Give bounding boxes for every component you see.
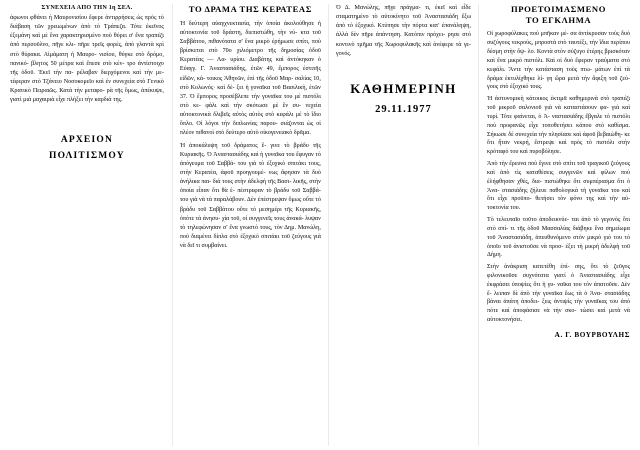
continuation-note: ΣΥΝΕΧΕΙΑ ΑΠΟ ΤΗΝ 1η ΣΕΛ. — [41, 4, 133, 11]
newspaper-name: ΚΑΘΗΜΕΡΙΝΗ — [350, 80, 457, 96]
paragraph: Στὴν ἀνάκριση κατετέθη ἐπί- σης, ὅτι τὸ ζεῦγος φιλονικοῦσε συχνότατα γιατί ὁ Ἀναστασιάδης εἶχε ἐκφράσει ὑποψίες ὅτι ἡ γυ- ναῖκα του τὸν ἀπατοῦσε. Δὲν ἔ- λειπαν δὲ ἀπὸ τὴν γυναῖκα ἕως τὰ ὁ Ἀνα- στασιάδης βάναι ἀπάτη ἀποδει- ξεις ἀντιψὶς τὴν γυναῖκας του ἀπὸ πότε καὶ ἀποφάσισε νὰ τὴν σκο- τώσει καὶ μετὰ νὰ αὐτοκτονήσει. — [487, 264, 630, 324]
section-heading-drama: ΤΟ ΔΡΑΜΑ ΤΗΣ ΚΕΡΑΤΕΑΣ — [188, 4, 312, 14]
article-column-4 — [478, 4, 634, 446]
paragraph: άφωνοι φθάνει ή Μαυρονισίου ἔφερε ἀντιρρήσεις ὡς πρὸς τὸ διάβαση τῶν χρειωμένων ἀπὸ τὸ Τράπεζα. Τότε ἐκεῖνος ἐξεμάνη καὶ μὲ ἕνα χαρακτηρισμένο ποὺ θύρει σ' ἕνα τραπέζι ἀπὸ περσοῦλνο, πῆγε κλι- πῆρε τρεῖς φορές, ἀπὸ γλαντὰ κρὶ στὸ θύρακα. Αἰμάματη ἡ Μαυρο- νισίου, θύγκε στὸ δρόμο, πανικό- βλητος 50 μέτρα καὶ ἔπεσε στὸ κέν- τρο ἀντίστοιχο τῆς ὁδοῦ. Ἐκεῖ τὴν πα- ρέλαβαν διερχόμενοι καὶ τὴν με- τέφεραν στὸ Τζάνειο Νοσοκομεῖο καὶ ἐν συνεχεία στὸ Γενικὸ Κρατικὸ Πειραιῶς. Κατὰ τὴν μεταφο- ρὰ τῆς ὅμως, ἀπέκυψε, γιατὶ μιὰ μαχαιριὰ εἶχε πλήξει τὴν καρδιά της. — [10, 15, 164, 104]
paragraph: Ἡ ἀποκάλυψη τοῦ δράματος ἔ- γινε τὸ βράδυ τῆς Κυριακῆς. Ὁ Ἀναστασιάδης καὶ ἡ γυναῖκα του ἔφυγαν τὸ ἀπόγευμα τοῦ Σαββά- του γιὰ τὸ ἐξοχικὸ σπιτάκι τους, στὴν Κερατέα, ἀφοῦ προηγουμέ- νως ἄφησαν τὰ δυὸ ἀνήλικα παι- διά τους στὴν ἀδελφὴ τῆς Βασι- λικῆς, στὴν ὁποία εἶπαν ὅτι θὰ ἐ- πέστρεφαν τὸ βράδυ τοῦ Σαββά- του γιὰ νὰ τὰ παραλάβουν. Δὲν ἐπέστρεψαν ὅμως οὔτε τὸ βράδυ τοῦ Σαββάτου οὔτε τὸ μεσημέρι τῆς Κυριακῆς, ὁπότε τὰ ἀνησυ- χία τοῦ, οἱ συγγενεῖς τους ἀνακά- λυψαν τὸ τηλεφώνησαν σ' ἕνα γνωστό τους, τὸν Δημ. Μανώλη, ποὺ διαμένει δίπλα στὸ ἐξοχικὸ σπιτάκι τοῦ ζεύγους γιὰ νὰ δεῖ τι συμβαίνει. — [179, 142, 321, 250]
archive-heading-line-2: ΠΟΛΙΤΙΣΜΟΥ — [49, 150, 125, 161]
section-heading-line-2: ΤΟ ΕΓΚΛΗΜΑ — [525, 14, 592, 25]
publication-date: 29.11.1977 — [375, 103, 432, 115]
paragraph: Τὸ τελευταῖο τοῦτο ἀποδεικνύε- ται ἀπὸ τὸ γεγονὸς ὅτι στὸ σπί- τι τῆς ὁδοῦ Μασσαλίας διάβηκε ἕνα σημείωμα τοῦ Ἀναστασιάδη, ἀπευθυνόμενο στὸν μικρὸ γιὸ του τὸ ὁποῖο τοῦ ἀνιστοῦσε νὰ προσ- έξει τὴ μικρὴ ἀδελφὴ τοῦ Δήμη. — [487, 217, 630, 259]
section-heading-line-1: ΠΡΟΕΤΟΙΜΑΣΜΕΝΟ — [510, 4, 607, 14]
paragraph: Οἱ χωροφύλακες ποὺ μπῆκαν μέ- σα ἀντίκρυσαν τοὺς δυὸ συζύγους νεκρούς, μπροστὰ στὸ ταυτέξι, τὴν ἴδια περίπου δέσμη στὴν ὄψ- λο. Κοντὰ στὸν σύζυγο ἑτέρης βρισκόταν καὶ ἕνα μικρὸ πιστόλι. Καὶ οἱ δυὸ ἔφεραν τραύματα στὸ κεφάλι. Ἄντε τὴν κατάσταση τοὺς πτω- μάτων ἐπὶ τὰ δράμα ἐκτυλίχθηκε λί- γη ὥρα μετὰ τὴν ἄφιξη τοῦ ζεύ- γους στὸ ἐξοχικό τους. — [487, 31, 630, 91]
paragraph: Ὁ Δ. Μανώλης, πῆγε πράγμα- τι, ἐκεῖ καὶ εἶδε σταματημένο τὸ αὐτοκίνητο τοῦ Ἀναστασιάδη ἔξω ἀπὸ τὸ ἐξοχικό. Κτύπησε τὴν πόρτα κατ' ἐπανάληψη, ἀλλὰ δὲν πῆρε ἀπάντηση. Κατόπιν πρόχει- ρησε στὸ κοντινὸ τμῆμα τῆς Χωροφυλακῆς καὶ ἀνέφερε τὰ γε- γονός. — [335, 5, 471, 57]
paragraph: Ἀπὸ τὴν ἔρευνα ποὺ ἔγινε στὸ σπίτι τοῦ τραγικοῦ ζεύγους καὶ ἀπὸ τὶς καταθέσεις συγγενῶν καὶ φίλων ποὺ ἐλήφθησαν χθές, δια- πιστώθηκε ὅτι συμπέρασμα ὅτι ὁ Ἀνα- στασιάδης ζήλευε παθολογικὰ τὴ γυναῖκα του καὶ ὅτι εἶχε προϋπο- θετήσει τὸν φόνο της καὶ τὴν αὐ- τοκτονία του. — [487, 161, 630, 212]
archive-heading-line-1: ΑΡΧΕΙΟΝ — [60, 135, 114, 146]
article-column-3 — [328, 4, 478, 446]
section-heading-premeditated — [487, 4, 630, 25]
archive-heading — [10, 133, 164, 163]
article-column-2 — [172, 4, 328, 446]
byline: Α. Γ. ΒΟΥΡΒΟΥΛΗΣ — [554, 330, 630, 339]
paragraph: Ἡ ἀστυνομικὴ κάτοικος ἐκτιμᾶ καθημερινὰ στὸ τραπέζι τοῦ μικροῦ σαλονιοῦ γιὰ νὰ καταστάσουν φα- γιὰ καὶ τυρί. Τότε φαίνεται, ὁ Ἀ- ναστασιάδης ἔβγαλε τὸ πιστόλι ποὺ προφανῶς εἶχε τοποθετήσει κάπου στὸ καθίσμα. Σήκωσε δὲ συνεχεία τὴν πλησίασε καὶ ἀφοῦ βεβαιώθη- κε ὅτι ἦταν νεκρή, ἔστρεψε καὶ πρὸς τὸ πιστόλι στὴν κρόταφό του καὶ πυροβόλησε. — [487, 96, 630, 156]
article-column-1 — [6, 4, 172, 446]
paragraph: Ἡ δεύτερη αὐαγχνεκτασία, τὴν ὁποία ἀκολούθησε ἡ αὐτοκτονία τοῦ δράστη, διεπιστώθη, τὴν νύ- κτα τοῦ Σαββάτου, πιθανότατα σ' ἕνα μικρὸ ἐρήμωσε σπίτι, ποὺ βρίσκεται στὸ 70ο χιλιόμετρο τῆς δημοσίας ὁδοῦ Κερατέας — Λα- υρίου. Διαβάτης καὶ ἀντόκηκαν ὁ Εὐαγγ. Γ. Ἀναστασιάδης, ἐτῶν 49, ἔμπορος ἑστιτῆς εἰδῶν, κά- τοικος Ἀθηνῶν, ἐπὶ τῆς ὁδοῦ Μαρ- σαλίας 10, στὸ Κολωνός· καὶ δέ- ξει ἡ γυναῖκα τοῦ Βασιλικὴ, ἐτῶν 37. Ὁ ἔμπορος προσέβλεπε τὴν γυναῖκα του μὲ πιστόλι στὸ κε- φάλι καὶ τὴν σκότωσε μὲ ἕν συ- νεχεία αὐτοκτονικὰ δλιβεῖς αὐτὸς αὐτὸς στὸ κεφάλι μὲ τὸ ἴδιο ὅπλο. Οἱ λόγοι τὴν διπλωνίας παρου- σιάζονται ὡς οἱ πλέον πιθανοὶ στὸ δεύτερο αὐτὸ οἰκογενειακὸ δρᾶμα. — [179, 20, 321, 137]
masthead — [336, 81, 471, 115]
